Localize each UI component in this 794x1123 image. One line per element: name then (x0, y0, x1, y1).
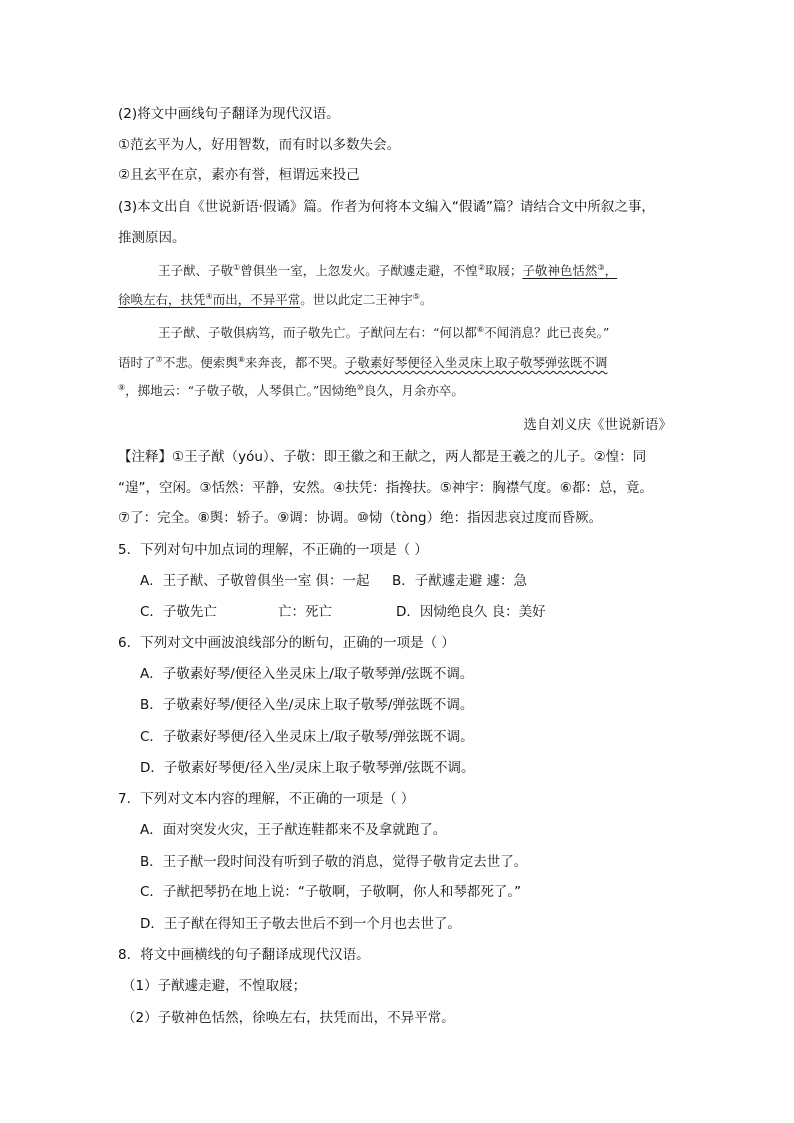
q2-item-2: ②且玄平在京，素亦有誉，桓谓远来投己 (118, 167, 360, 183)
q2-item-1: ①范玄平为人，好用智数，而有时以多数失会。 (118, 137, 401, 153)
q6-stem: 6．下列对文中画波浪线部分的断句，正确的一项是（ ） (118, 635, 455, 651)
notes-line-2: “遑”，空闲。③恬然：平静，安然。④扶凭：指搀扶。⑤神宇：胸襟气度。⑥都：总，竟。 (118, 480, 653, 496)
q3-line-1: (3)本文出自《世说新语·假谲》篇。作者为何将本文编入“假谲”篇？请结合文中所叙之事， (118, 199, 655, 215)
q6-option-d: D．子敬素好琴便/径入坐/灵床上取子敬琴弹/弦既不调。 (140, 760, 475, 776)
q7-option-c: C．子猷把琴扔在地上说：“子敬啊，子敬啊，你人和琴都死了。” (140, 884, 522, 900)
q5-option-b: B．子猷遽走避 遽：急 (392, 573, 528, 589)
passage-line-4 (118, 353, 607, 373)
note-marker: ⑤ (412, 291, 420, 301)
wavy-underlined-sentence: 子敬素好琴便径入坐灵床上取子敬琴弹弦既不调 (344, 355, 608, 370)
passage-text: 语时了 (118, 355, 156, 370)
q5-option-a: A．王子猷、子敬曾俱坐一室 俱：一起 (140, 573, 370, 589)
passage-text: 良久，月余亦卒。 (363, 383, 464, 398)
q6-option-b: B．子敬素好琴/便径入坐/灵床上取子敬琴/弹弦既不调。 (140, 697, 474, 713)
q5-option-d: D．因恸绝良久 良：美好 (396, 604, 546, 620)
q8-stem: 8．将文中画横线的句子翻译成现代汉语。 (118, 947, 370, 963)
passage-line-3 (158, 323, 609, 343)
passage-text: ， (604, 263, 618, 278)
note-marker: ② (477, 262, 485, 272)
passage-text: 不闻消息？此已丧矣。” (484, 325, 610, 340)
passage-text: 徐唤左右，扶凭 (118, 292, 206, 307)
passage-text: 不悲。便索舆 (162, 355, 238, 370)
note-marker: ① (233, 262, 241, 272)
q8-sentence-1: （1）子猷遽走避，不惶取屐； (122, 978, 307, 994)
q6-option-a: A．子敬素好琴/便径入坐灵床上/取子敬琴弹/弦既不调。 (140, 666, 474, 682)
q7-option-a: A．面对突发火灾，王子猷连鞋都来不及拿就跑了。 (140, 822, 447, 838)
passage-source: 选自刘义庆《世说新语》 (523, 417, 672, 433)
q8-sentence-2: （2）子敬神色恬然，徐唤左右，扶凭而出，不异平常。 (122, 1010, 455, 1026)
passage-text: 王子猷、子敬俱病笃，而子敬先亡。子猷问左右：“何以都 (158, 325, 477, 340)
passage-text: 曾俱坐一室，上忽发火。子猷遽走避，不惶 (240, 263, 478, 278)
q7-option-d: D．王子猷在得知王子敬去世后不到一个月也去世了。 (140, 916, 461, 932)
note-marker: ④ (205, 291, 213, 301)
passage-text: ，掷地云：“子敬子敬，人琴俱亡。”因恸绝 (125, 383, 357, 398)
underlined-sentence (118, 292, 300, 307)
q5-option-c: C．子敬先亡 (140, 604, 217, 620)
note-marker: ⑦ (155, 354, 163, 364)
passage-text: 子敬神色恬然 (522, 263, 598, 278)
passage-text: 而出，不异平常 (212, 292, 301, 307)
q3-line-2: 推测原因。 (118, 230, 186, 246)
note-marker: ③ (597, 262, 605, 272)
note-marker: ⑧ (237, 354, 245, 364)
q5-stem: 5．下列对句中加点词的理解，不正确的一项是（ ） (118, 542, 428, 558)
passage-line-2 (118, 290, 432, 310)
passage-text: 来奔丧，都不哭。 (244, 355, 345, 370)
q7-option-b: B．王子猷一段时间没有听到子敬的消息，觉得子敬肯定去世了。 (140, 854, 528, 870)
passage-text: 。 (419, 292, 433, 307)
passage-text: 取屐； (484, 263, 523, 278)
notes-line-3: ⑦了：完全。⑧舆：轿子。⑨调：协调。⑩恸（tòng）绝：指因悲哀过度而昏厥。 (118, 510, 603, 526)
q7-stem: 7．下列对文本内容的理解，不正确的一项是（ ） (118, 791, 415, 807)
passage-text: 。世以此定二王神宇 (300, 292, 413, 307)
q2-title: (2)将文中画线句子翻译为现代汉语。 (118, 106, 340, 122)
q6-option-c: C．子敬素好琴便/径入坐灵床上/取子敬琴/弹弦既不调。 (140, 729, 474, 745)
passage-text: 王子猷、子敬 (158, 263, 234, 278)
passage-line-5 (118, 381, 464, 401)
q5-option-c-gloss: 亡：死亡 (278, 604, 332, 620)
note-marker: ⑨ (118, 382, 126, 392)
notes-line-1: 【注释】①王子猷（yóu）、子敬：即王徽之和王献之，两人都是王羲之的儿子。②惶：同 (118, 449, 647, 465)
note-marker: ⑥ (476, 324, 485, 334)
passage-line-1 (158, 261, 617, 281)
underlined-sentence (522, 263, 617, 278)
note-marker: ⑩ (356, 382, 364, 392)
